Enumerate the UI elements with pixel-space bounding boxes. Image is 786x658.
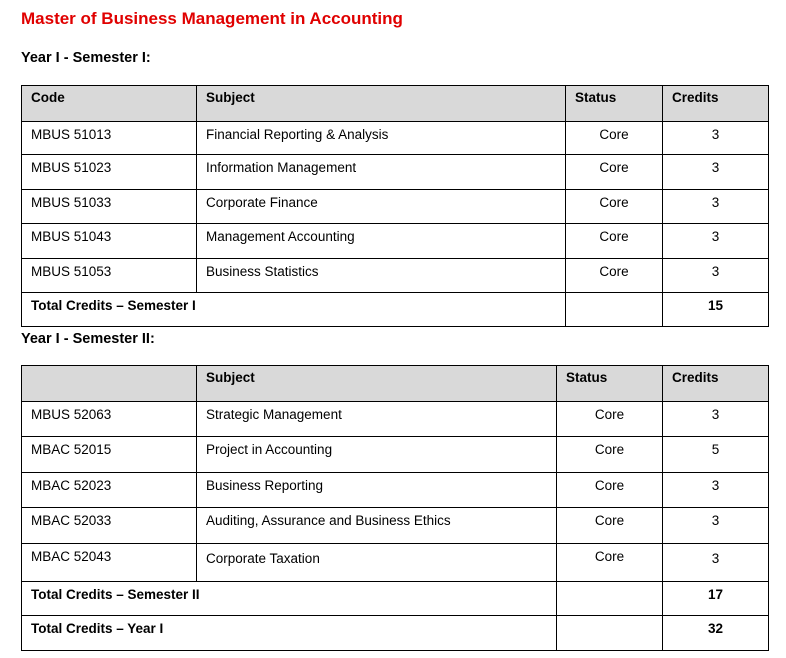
table-header-row — [22, 366, 769, 402]
course-credits: 3 — [663, 544, 769, 582]
table-row — [22, 508, 769, 544]
table-row — [22, 190, 769, 224]
year-total-empty-cell — [557, 616, 663, 651]
course-code: MBUS 51033 — [22, 190, 197, 224]
course-status: Core — [566, 155, 663, 190]
page-title: Master of Business Management in Accounting — [21, 9, 403, 28]
course-subject: Corporate Taxation — [197, 544, 557, 582]
course-credits: 5 — [663, 437, 769, 473]
semester-2-heading: Year I - Semester II: — [21, 331, 155, 347]
total-label: Total Credits – Semester I — [22, 293, 566, 327]
course-credits: 3 — [663, 224, 769, 259]
course-code: MBUS 51043 — [22, 224, 197, 259]
table-row — [22, 224, 769, 259]
course-status: Core — [557, 437, 663, 473]
header-subject: Subject — [197, 366, 557, 402]
course-credits: 3 — [663, 259, 769, 293]
course-subject: Financial Reporting & Analysis — [197, 122, 566, 155]
total-label: Total Credits – Semester II — [22, 582, 557, 616]
course-status: Core — [566, 122, 663, 155]
course-credits: 3 — [663, 473, 769, 508]
course-status: Core — [566, 190, 663, 224]
header-credits: Credits — [663, 366, 769, 402]
year-total-value: 32 — [663, 616, 769, 651]
table-row — [22, 473, 769, 508]
course-code: MBAC 52043 — [22, 544, 197, 582]
table-row — [22, 544, 769, 582]
course-code: MBAC 52023 — [22, 473, 197, 508]
course-credits: 3 — [663, 190, 769, 224]
semester-1-heading: Year I - Semester I: — [21, 50, 151, 66]
course-subject: Information Management — [197, 155, 566, 190]
course-code: MBAC 52015 — [22, 437, 197, 473]
course-credits: 3 — [663, 122, 769, 155]
course-status: Core — [566, 224, 663, 259]
semester-2-table — [21, 365, 769, 651]
header-status: Status — [557, 366, 663, 402]
course-code: MBUS 51013 — [22, 122, 197, 155]
table-header-row — [22, 86, 769, 122]
header-credits: Credits — [663, 86, 769, 122]
table-row — [22, 437, 769, 473]
course-status: Core — [557, 544, 663, 582]
table-row — [22, 402, 769, 437]
course-status: Core — [557, 473, 663, 508]
table-row — [22, 259, 769, 293]
total-empty-cell — [557, 582, 663, 616]
table-row — [22, 122, 769, 155]
year-total-row — [22, 616, 769, 651]
course-credits: 3 — [663, 402, 769, 437]
header-code: Code — [22, 86, 197, 122]
course-subject: Business Reporting — [197, 473, 557, 508]
course-status: Core — [557, 402, 663, 437]
course-credits: 3 — [663, 508, 769, 544]
total-empty-cell — [566, 293, 663, 327]
course-subject: Auditing, Assurance and Business Ethics — [197, 508, 557, 544]
course-status: Core — [557, 508, 663, 544]
course-code: MBUS 51023 — [22, 155, 197, 190]
total-row — [22, 293, 769, 327]
total-value: 15 — [663, 293, 769, 327]
course-status: Core — [566, 259, 663, 293]
course-credits: 3 — [663, 155, 769, 190]
semester-1-table — [21, 85, 769, 327]
course-code: MBUS 51053 — [22, 259, 197, 293]
header-subject: Subject — [197, 86, 566, 122]
course-subject: Project in Accounting — [197, 437, 557, 473]
course-subject: Business Statistics — [197, 259, 566, 293]
total-value: 17 — [663, 582, 769, 616]
course-code: MBUS 52063 — [22, 402, 197, 437]
year-total-label: Total Credits – Year I — [22, 616, 557, 651]
course-subject: Management Accounting — [197, 224, 566, 259]
course-code: MBAC 52033 — [22, 508, 197, 544]
table-row — [22, 155, 769, 190]
header-code — [22, 366, 197, 402]
total-row — [22, 582, 769, 616]
header-status: Status — [566, 86, 663, 122]
course-subject: Strategic Management — [197, 402, 557, 437]
course-subject: Corporate Finance — [197, 190, 566, 224]
